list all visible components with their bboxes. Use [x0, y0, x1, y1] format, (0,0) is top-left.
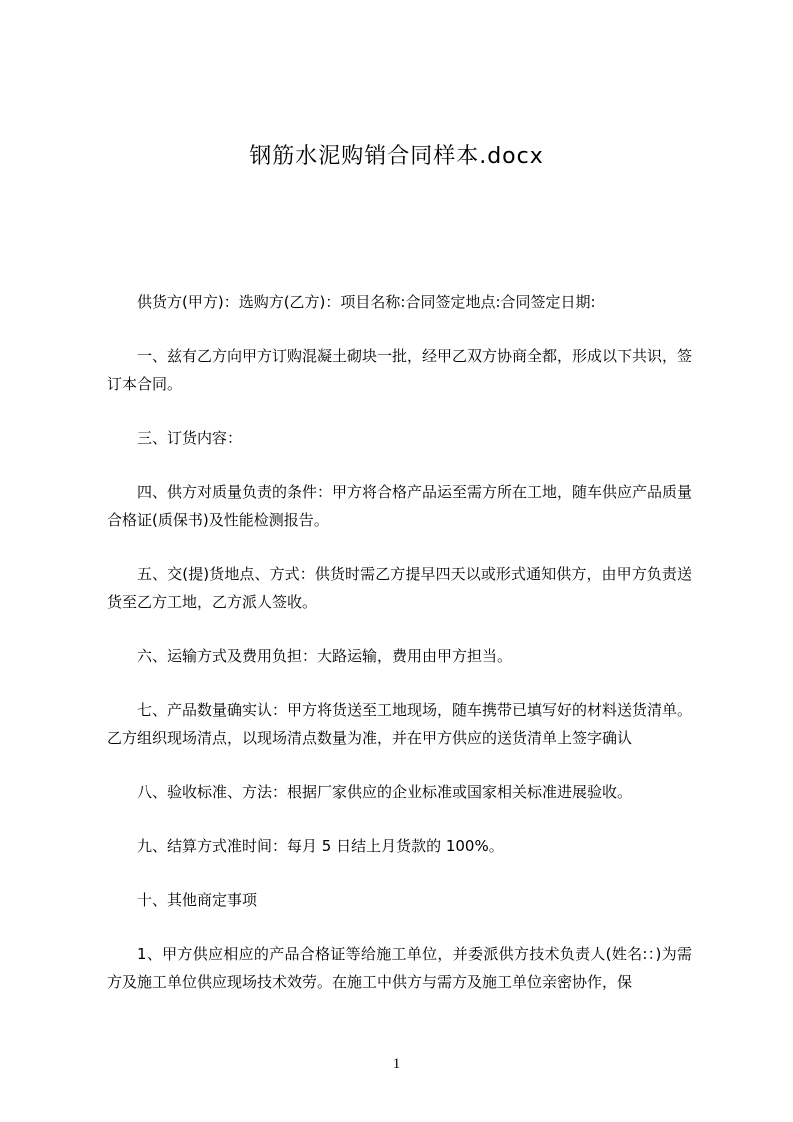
paragraph-clause-10: 十、其他商定事项: [137, 891, 258, 909]
paragraph-item-1: 1、甲方供应相应的产品合格证等给施工单位，并委派供方技术负责人(姓名:：)为需方及施工单位供应现场技术效劳。在施工中供方与需方及施工单位亲密协作，保: [107, 945, 692, 991]
document-body: [107, 288, 692, 1022]
paragraph-clause-5: 五、交(提)货地点、方式：供货时需乙方提早四天以或形式通知供方，由甲方负责送货至乙方工地，乙方派人签收。: [107, 565, 692, 611]
paragraph-clause-4: 四、供方对质量负责的条件：甲方将合格产品运至需方所在工地，随车供应产品质量合格证(质保书)及性能检测报告。: [107, 483, 693, 529]
paragraph-clause-7: 七、产品数量确实认：甲方将货送至工地现场，随车携带已填写好的材料送货清单。乙方组织现场清点，以现场清点数量为准，并在甲方供应的送货清单上签字确认: [107, 701, 693, 747]
page-number: 1: [392, 1056, 401, 1072]
paragraph-parties: 供货方(甲方)：选购方(乙方)：项目名称:合同签定地点:合同签定日期:: [137, 293, 596, 311]
paragraph-clause-8: 八、验收标准、方法：根据厂家供应的企业标准或国家相关标准进展验收。: [137, 783, 633, 801]
paragraph-clause-3: 三、订货内容：: [137, 429, 243, 447]
paragraph-clause-1: 一、兹有乙方向甲方订购混凝土砌块一批，经甲乙双方协商全都，形成以下共识，签订本合同。: [107, 347, 693, 393]
paragraph-clause-9: 九、结算方式准时间：每月 5 日结上月货款的 100%。: [137, 837, 504, 855]
document-title: 钢筋水泥购销合同样本.docx: [249, 144, 544, 169]
paragraph-clause-6: 六、运输方式及费用负担：大路运输，费用由甲方担当。: [137, 647, 513, 665]
